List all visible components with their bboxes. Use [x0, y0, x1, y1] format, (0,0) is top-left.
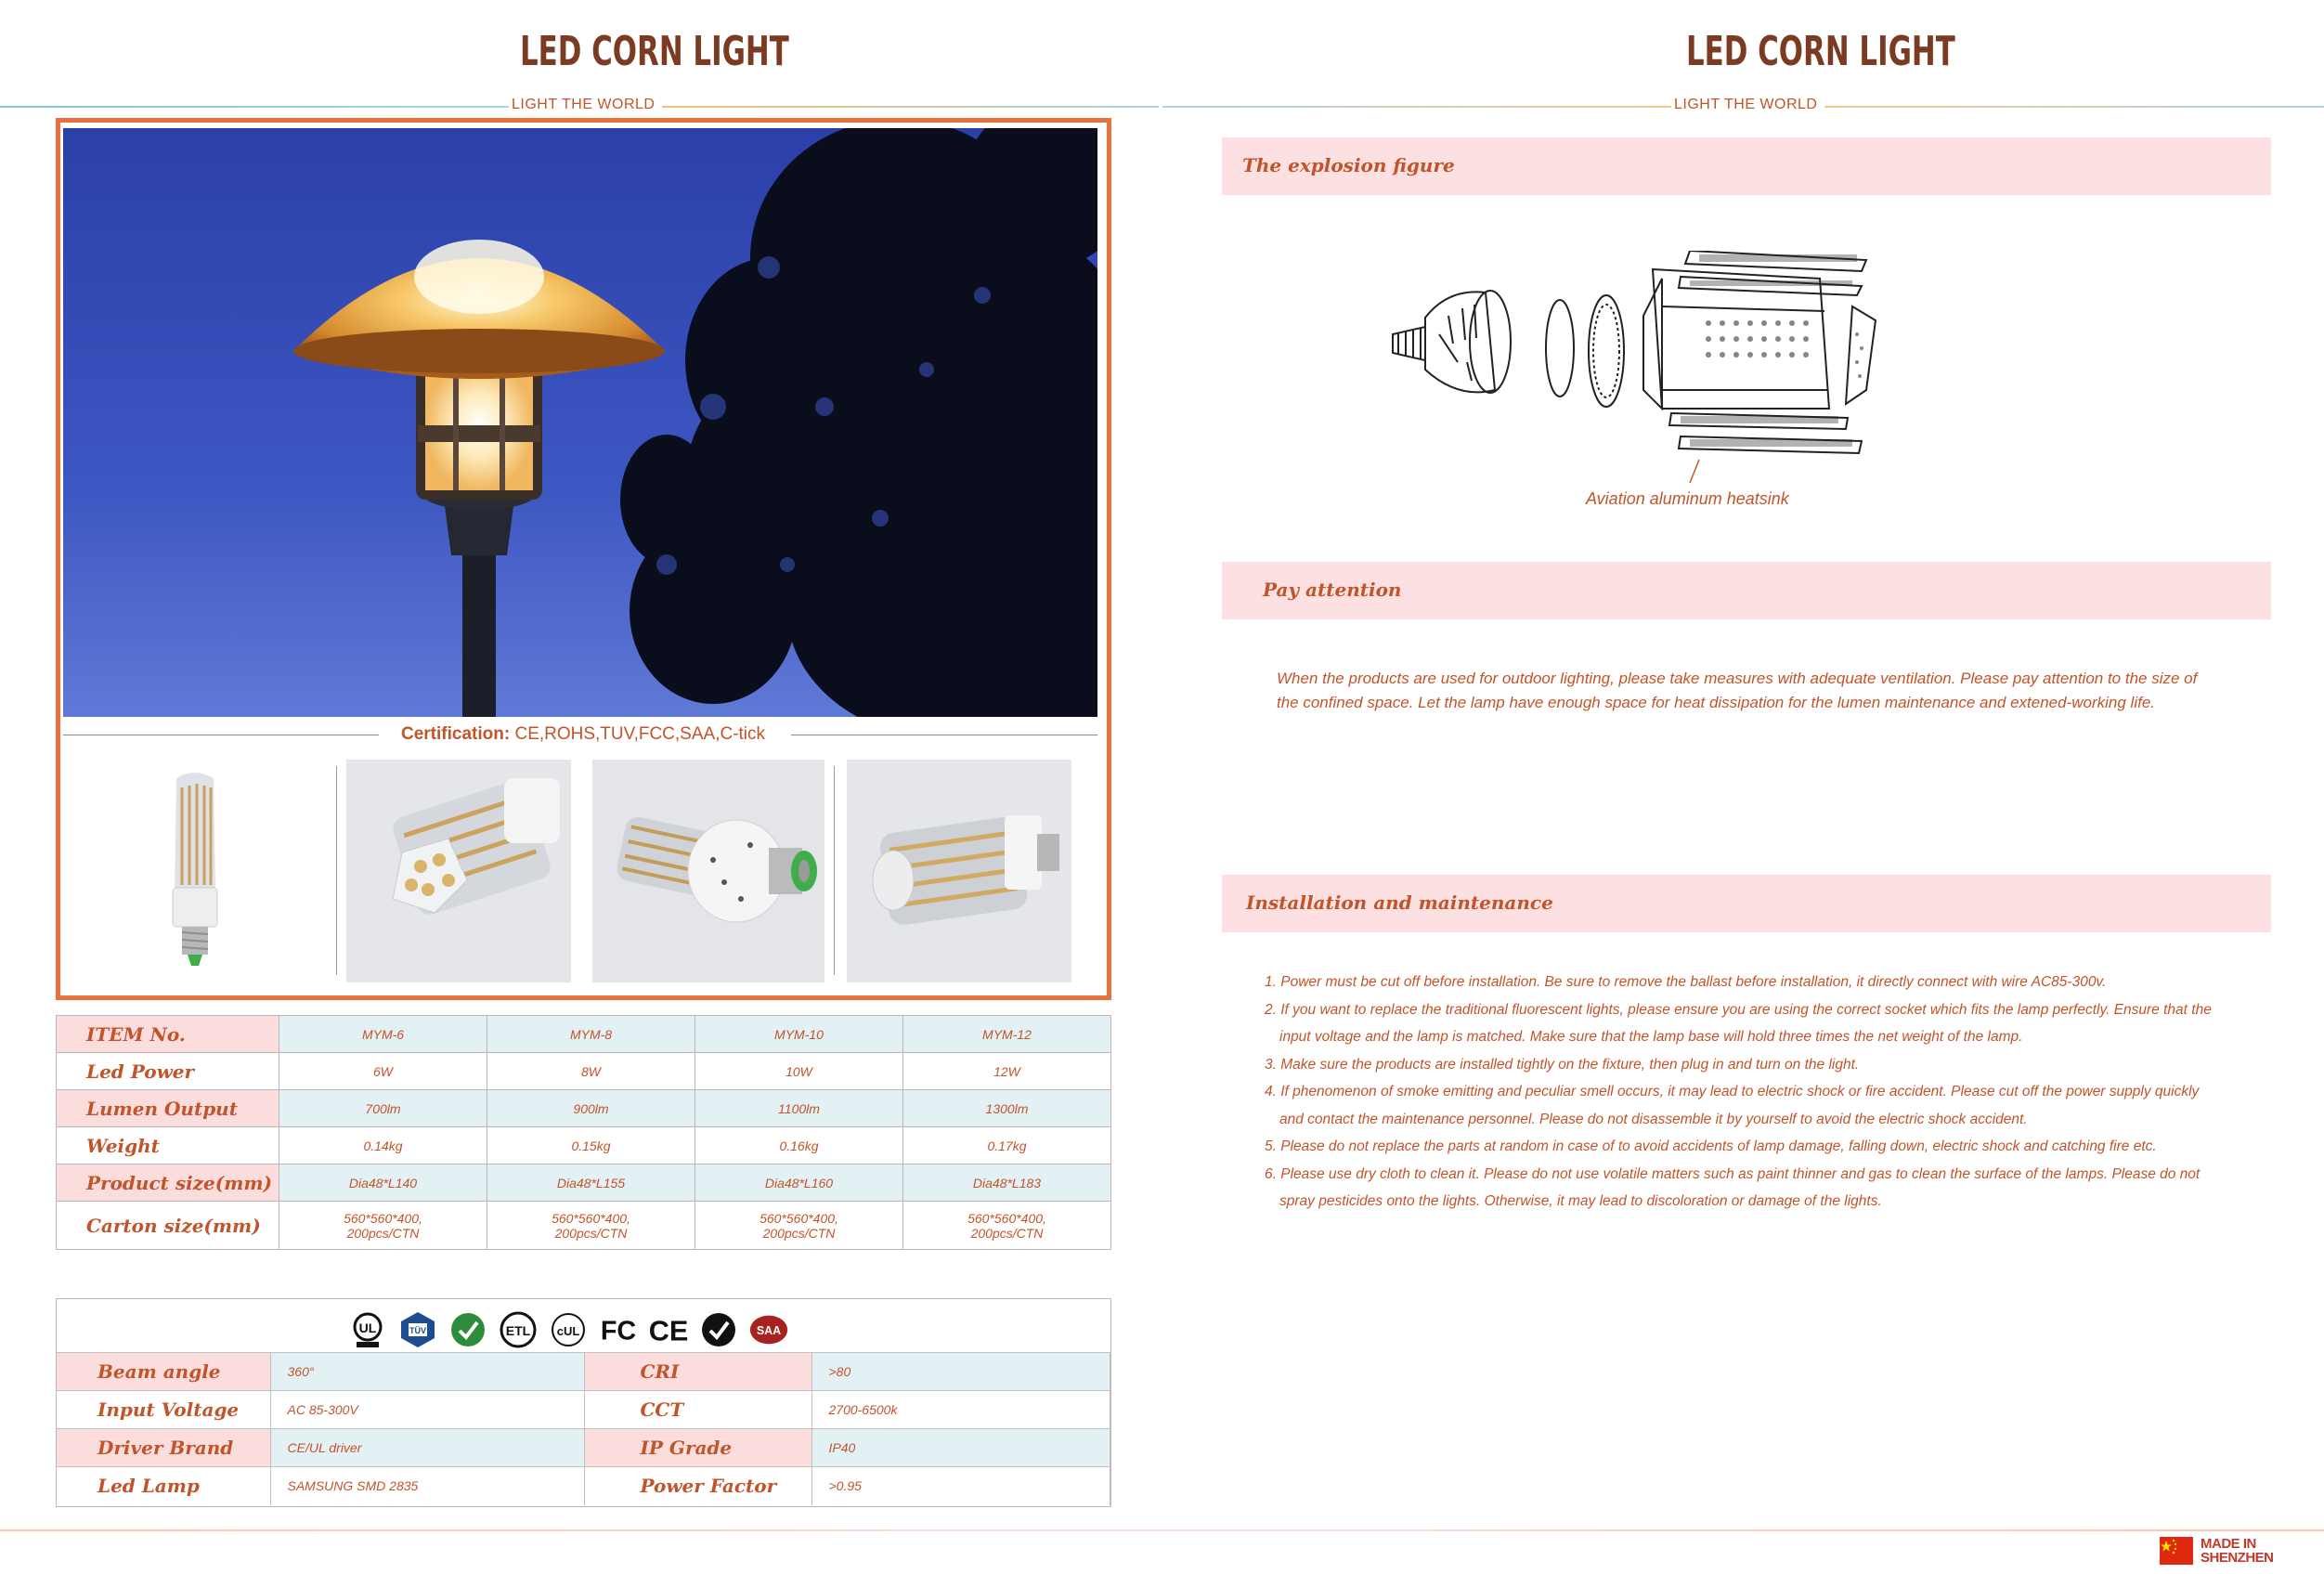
spec-row-item-no — [57, 1016, 1111, 1053]
product-thumb-2 — [346, 760, 571, 982]
param-value: 2700-6500k — [811, 1391, 1110, 1429]
param-value: >80 — [811, 1353, 1110, 1391]
svg-text:TÜV: TÜV — [409, 1326, 426, 1335]
footer-rule — [0, 1529, 2324, 1531]
street-lamp-photo — [63, 128, 1097, 717]
param-label: Led Lamp — [57, 1467, 270, 1505]
list-item: 1. Power must be cut off before installation. Be sure to remove the ballast before installation, it directly connect with wire AC85-300v. — [1265, 974, 2107, 990]
spec-cell: 0.15kg — [487, 1127, 695, 1164]
spec-cell: MYM-6 — [279, 1016, 487, 1053]
param-label: Driver Brand — [57, 1429, 270, 1467]
spec-cell: Dia48*L160 — [695, 1164, 903, 1202]
spec-label: Lumen Output — [57, 1090, 279, 1127]
parameter-table — [57, 1352, 1110, 1505]
china-flag-icon — [2160, 1537, 2193, 1565]
param-label: CCT — [584, 1391, 811, 1429]
installation-steps — [1265, 969, 2212, 1216]
spec-cell: 12W — [903, 1053, 1111, 1090]
certification-value: CE,ROHS,TUV,FCC,SAA,C-tick — [510, 724, 766, 744]
tagline-left: LIGHT THE WORLD — [512, 97, 656, 112]
spec-cell: 900lm — [487, 1090, 695, 1127]
svg-text:FC: FC — [600, 1316, 637, 1346]
section-band-attention — [1222, 562, 2271, 619]
param-value: CE/UL driver — [270, 1429, 584, 1467]
section-title-attention: Pay attention — [1263, 579, 1402, 601]
spec-cell: 0.17kg — [903, 1127, 1111, 1164]
made-in-shenzhen-badge — [2160, 1534, 2274, 1567]
spec-cell: 1300lm — [903, 1090, 1111, 1127]
tuv-icon — [396, 1308, 439, 1351]
spec-cell: Dia48*L183 — [903, 1164, 1111, 1202]
spec-row-lumen-output — [57, 1090, 1111, 1127]
spec-label: Weight — [57, 1127, 279, 1164]
list-item: 2. If you want to replace the traditional fluorescent lights, please ensure you are using the correct socket which fits the lamp perfectly. Ensure that the input voltage and the lamp is matched. Make sure that the lamp base will hold three times the net weight of the lamp. — [1265, 1001, 2212, 1045]
list-item: 4. If phenomenon of smoke emitting and peculiar smell occurs, it may lead to electric shock or fire accident. Please cut off the power supply quickly and contact the maintenance personnel. Please do not disassemble it by yourself to avoid the electric shock accident. — [1265, 1084, 2200, 1127]
param-row — [57, 1467, 1110, 1505]
spec-cell: 560*560*400, 200pcs/CTN — [487, 1202, 695, 1250]
param-value: IP40 — [811, 1429, 1110, 1467]
spec-row-led-power — [57, 1053, 1111, 1090]
spec-cell: 6W — [279, 1053, 487, 1090]
svg-text:CE: CE — [648, 1315, 689, 1347]
spec-cell: 1100lm — [695, 1090, 903, 1127]
param-row — [57, 1353, 1110, 1391]
spec-cell: MYM-12 — [903, 1016, 1111, 1053]
ce-icon — [647, 1308, 690, 1351]
explosion-diagram — [1383, 251, 1903, 483]
param-label: Beam angle — [57, 1353, 270, 1391]
explosion-caption: Aviation aluminum heatsink — [1586, 489, 1789, 508]
param-label: IP Grade — [584, 1429, 811, 1467]
list-item: 6. Please use dry cloth to clean it. Please do not use volatile matters such as paint thinner and gas to clean the surface of the lamps. Please do not spray pesticides onto the lights. Otherwise, it may lead to discoloration or damage of the lights. — [1265, 1165, 2201, 1209]
section-band-installation — [1222, 875, 2271, 932]
spec-cell: 700lm — [279, 1090, 487, 1127]
certification-text — [401, 724, 765, 745]
spec-cell: 0.16kg — [695, 1127, 903, 1164]
spec-row-product-size — [57, 1164, 1111, 1202]
param-value: >0.95 — [811, 1467, 1110, 1505]
svg-text:SAA: SAA — [756, 1323, 782, 1337]
page-title-left: LED CORN LIGHT — [520, 28, 789, 75]
certification-icons — [346, 1307, 790, 1353]
attention-paragraph: When the products are used for outdoor lighting, please take measures with adequate ventilation. Please pay attention to the size of the confined space. Let the lamp have enough space for heat dissipation for the lumen maintenance and extened-working life. — [1277, 670, 2198, 711]
ul-c-icon — [547, 1308, 590, 1351]
spec-cell: 10W — [695, 1053, 903, 1090]
param-label: Input Voltage — [57, 1391, 270, 1429]
thumb-divider-1 — [336, 766, 337, 975]
param-label: Power Factor — [584, 1467, 811, 1505]
spec-cell: 8W — [487, 1053, 695, 1090]
spec-cell: MYM-8 — [487, 1016, 695, 1053]
certification-row — [63, 724, 1097, 745]
ul-listed-icon — [346, 1308, 389, 1351]
spec-cell: 560*560*400, 200pcs/CTN — [279, 1202, 487, 1250]
list-item: 3. Make sure the products are installed tightly on the fixture, then plug in and turn on the light. — [1265, 1056, 1860, 1073]
spec-label: ITEM No. — [57, 1016, 279, 1053]
spec-cell: Dia48*L140 — [279, 1164, 487, 1202]
spec-table — [56, 1015, 1111, 1250]
spec-label: Product size(mm) — [57, 1164, 279, 1202]
c-tick-icon — [447, 1308, 489, 1351]
spec-cell: 0.14kg — [279, 1127, 487, 1164]
product-thumb-4 — [847, 760, 1071, 982]
section-band-explosion — [1222, 137, 2271, 195]
spec-cell: Dia48*L155 — [487, 1164, 695, 1202]
spec-row-carton-size — [57, 1202, 1111, 1250]
svg-text:UL: UL — [358, 1320, 377, 1335]
param-value: 360° — [270, 1353, 584, 1391]
param-label: CRI — [584, 1353, 811, 1391]
fcc-icon — [597, 1308, 640, 1351]
made-in-text: MADE IN SHENZHEN — [2201, 1536, 2274, 1566]
spec-row-weight — [57, 1127, 1111, 1164]
tagline-right: LIGHT THE WORLD — [1674, 97, 1818, 112]
thumb-divider-2 — [834, 766, 835, 975]
page-title-right: LED CORN LIGHT — [1686, 28, 1955, 75]
saa-icon — [747, 1308, 790, 1351]
spec-label: Carton size(mm) — [57, 1202, 279, 1250]
header-rule-left-a — [0, 106, 509, 108]
check-mark-icon — [697, 1308, 740, 1351]
parameter-box — [56, 1298, 1111, 1507]
header-rule-right-a — [1162, 106, 1671, 108]
spec-label: Led Power — [57, 1053, 279, 1090]
certification-label: Certification: — [401, 724, 511, 744]
param-value: SAMSUNG SMD 2835 — [270, 1467, 584, 1505]
list-item: 5. Please do not replace the parts at random in case of to avoid accidents of lamp damage, falling down, electric shock and catching fire etc. — [1265, 1138, 2157, 1154]
header-rule-left-b — [662, 106, 1159, 108]
spec-cell: 560*560*400, 200pcs/CTN — [903, 1202, 1111, 1250]
svg-text:cUL: cUL — [556, 1324, 580, 1338]
product-thumb-1 — [139, 760, 251, 982]
section-title-explosion: The explosion figure — [1242, 154, 1455, 176]
spec-cell: 560*560*400, 200pcs/CTN — [695, 1202, 903, 1250]
param-row — [57, 1391, 1110, 1429]
param-value: AC 85-300V — [270, 1391, 584, 1429]
section-title-installation: Installation and maintenance — [1246, 891, 1553, 914]
header-rule-right-b — [1824, 106, 2324, 108]
product-thumb-3 — [592, 760, 824, 982]
svg-text:ETL: ETL — [505, 1323, 531, 1338]
spec-cell: MYM-10 — [695, 1016, 903, 1053]
etl-icon — [497, 1308, 539, 1351]
param-row — [57, 1429, 1110, 1467]
